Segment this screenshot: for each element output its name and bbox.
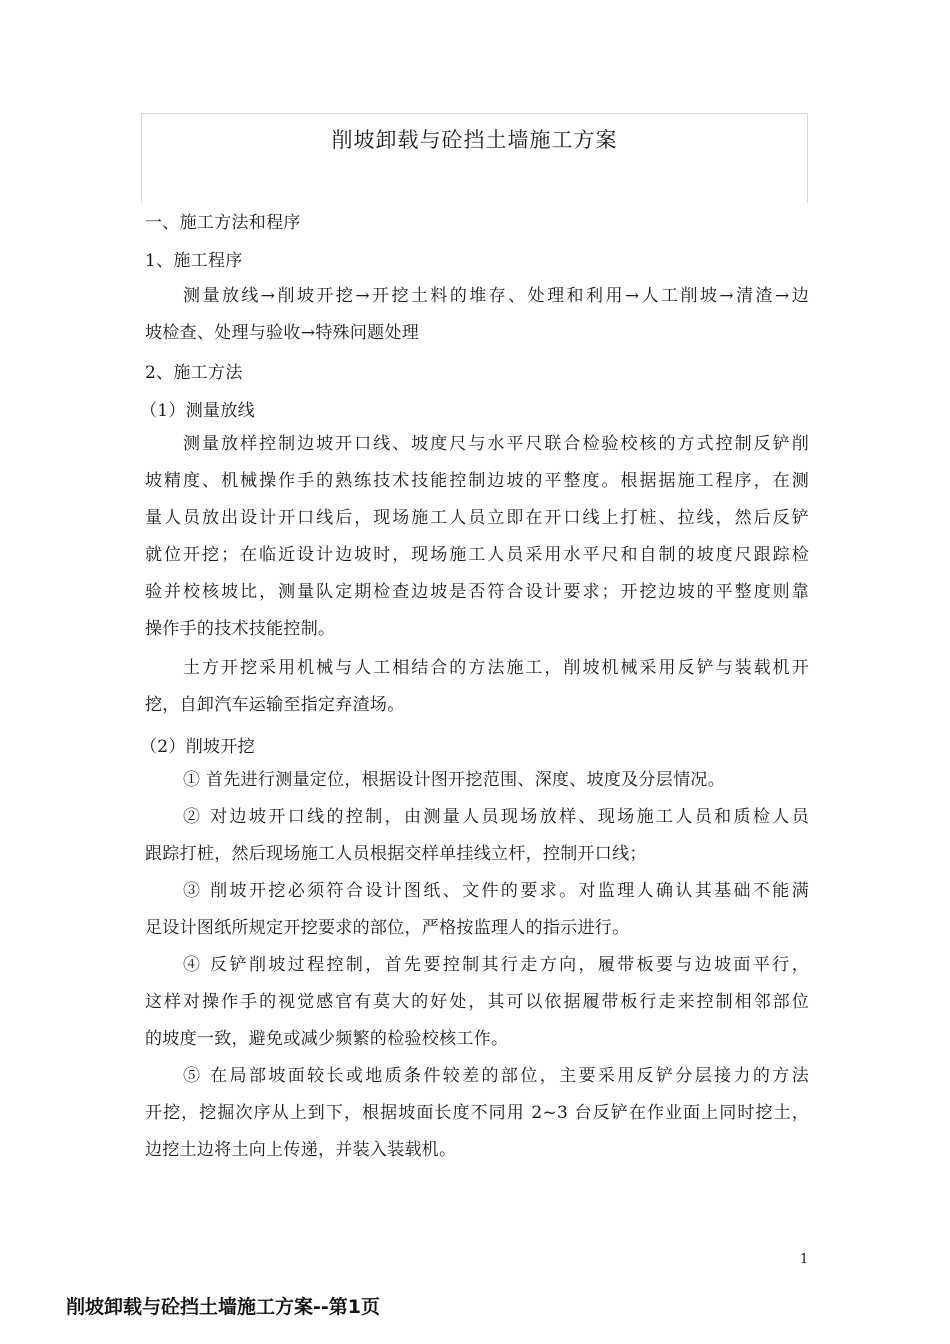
paragraph-line: ③ 削坡开挖必须符合设计图纸、文件的要求。对监理人确认其基础不能满 [183, 881, 809, 901]
paragraph-line: 的坡度一致，避免或减少频繁的检验校核工作。 [145, 1029, 509, 1049]
paragraph-line: ④ 反铲削坡过程控制，首先要控制其行走方向，履带板要与边坡面平行， [183, 955, 809, 975]
paragraph-line: 操作手的技术技能控制。 [145, 619, 336, 639]
paragraph-line: 这样对操作手的视觉感官有莫大的好处，其可以依据履带板行走来控制相邻部位 [145, 992, 809, 1012]
paragraph-procedure [145, 278, 809, 352]
document-title: 削坡卸载与砼挡土墙施工方案 [331, 128, 618, 152]
subheading-excavation: （2）削坡开挖 [140, 737, 255, 757]
page-footer: 削坡卸载与砼挡土墙施工方案--第1页 [66, 1296, 380, 1318]
paragraph-line: 坡检查、处理与验收→特殊问题处理 [145, 323, 420, 343]
paragraph-line: 挖，自卸汽车运输至指定弃渣场。 [145, 695, 405, 715]
list-item-1 [145, 762, 809, 799]
paragraph-line: 验并校核坡比，测量队定期检查边坡是否符合设计要求；开挖边坡的平整度则靠 [145, 582, 809, 602]
paragraph-line: 测量放线→削坡开挖→开挖土料的堆存、处理和利用→人工削坡→清渣→边 [183, 286, 809, 306]
paragraph-line: 开挖，挖掘次序从上到下，根据坡面长度不同用 2~3 台反铲在作业面上同时挖土， [145, 1103, 809, 1123]
paragraph-earthwork [145, 650, 809, 724]
paragraph-line: ② 对边坡开口线的控制，由测量人员现场放样、现场施工人员和质检人员 [183, 807, 809, 827]
paragraph-line: 土方开挖采用机械与人工相结合的方法施工，削坡机械采用反铲与装载机开 [183, 658, 809, 678]
page-number: 1 [800, 1252, 809, 1267]
heading-construction-method: 2、施工方法 [145, 363, 243, 383]
list-item-2 [145, 799, 809, 873]
paragraph-line: 就位开挖；在临近设计边坡时，现场施工人员采用水平尺和自制的坡度尺跟踪检 [145, 545, 809, 565]
subheading-survey: （1）测量放线 [140, 401, 255, 421]
list-item-4 [145, 947, 809, 1058]
list-item-5 [145, 1058, 809, 1169]
list-item-3 [145, 873, 809, 947]
heading-construction-procedure: 1、施工程序 [145, 251, 243, 271]
paragraph-survey [145, 426, 809, 648]
paragraph-line: 足设计图纸所规定开挖要求的部位，严格按监理人的指示进行。 [145, 918, 630, 938]
paragraph-line: 坡精度、机械操作手的熟练技术技能控制边坡的平整度。根据据施工程序，在测 [145, 471, 809, 491]
paragraph-line: ① 首先进行测量定位，根据设计图开挖范围、深度、坡度及分层情况。 [183, 770, 726, 790]
paragraph-line: 量人员放出设计开口线后，现场施工人员立即在开口线上打桩、拉线，然后反铲 [145, 508, 809, 528]
heading-section-1: 一、施工方法和程序 [145, 213, 301, 233]
paragraph-line: 跟踪打桩，然后现场施工人员根据交样单挂线立杆，控制开口线； [145, 844, 647, 864]
paragraph-line: 边挖土边将土向上传递，并装入装载机。 [145, 1140, 457, 1160]
title-box [141, 113, 808, 203]
paragraph-line: 测量放样控制边坡开口线、坡度尺与水平尺联合检验校核的方式控制反铲削 [183, 434, 809, 454]
paragraph-line: ⑤ 在局部坡面较长或地质条件较差的部位，主要采用反铲分层接力的方法 [183, 1066, 809, 1086]
